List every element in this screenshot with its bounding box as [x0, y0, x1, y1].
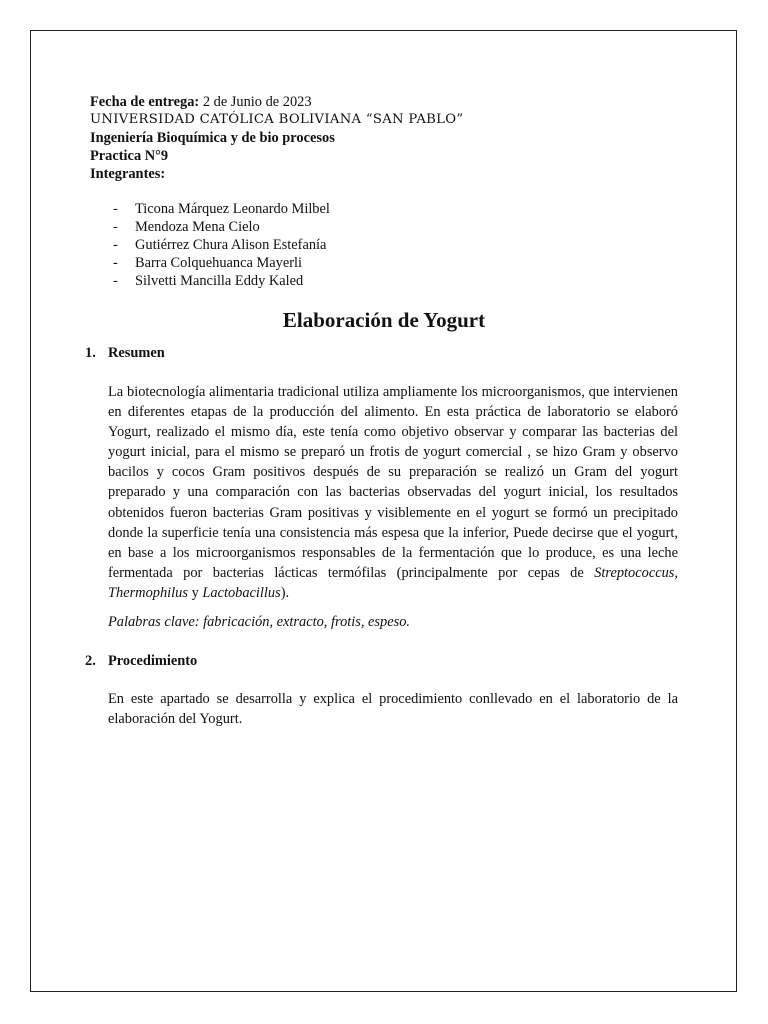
species-name: Lactobacillus	[202, 584, 281, 601]
members-list	[113, 200, 330, 290]
university-name: UNIVERSIDAD CATÓLICA BOLIVIANA “SAN PABLO”	[90, 112, 464, 127]
species-name: Streptococcus, Thermophilus	[108, 564, 678, 601]
procedure-paragraph: En este apartado se desarrolla y explica el procedimiento conllevado en el laboratorio de la elaboración del Yogurt.	[108, 691, 678, 728]
keywords-line: Palabras clave: fabricación, extracto, frotis, espeso.	[108, 614, 411, 630]
delivery-date-label: Fecha de entrega:	[90, 94, 200, 110]
bullet-dash: -	[113, 237, 118, 253]
bullet-dash: -	[113, 255, 118, 271]
abstract-closing: ).	[280, 584, 290, 601]
member-item	[113, 218, 330, 236]
delivery-date-value: 2 de Junio de 2023	[199, 94, 312, 110]
section-title: Procedimiento	[108, 653, 198, 669]
abstract-connector: y	[187, 584, 203, 601]
member-name: Ticona Márquez Leonardo Milbel	[135, 201, 330, 217]
abstract-text: La biotecnología alimentaria tradicional utiliza ampliamente los microorganismos, que intervienen en diferentes etapas de la producción del alimento. En esta práctica de laboratorio se elaboró Yogurt, realizado el mismo día, este tenía como objetivo observar y comparar las bacterias del yogurt inicial, para el mismo se preparó un frotis de yogurt comercial , se hizo Gram y observo bacilos y cocos Gram positivos después de su preparación se realizó un Gram del yogurt preparado y una comparación con las bacterias observadas del yogurt inicial, los resultados obtenidos fueron bacterias Gram positivas y visiblemente en el yogurt se formó un precipitado donde la superficie tenía una consistencia más espesa que la inferior, Puede decirse que el yogurt, en base a los microorganismos responsables de la fermentación que lo produce, es una leche fermentada por bacterias lácticas termófilas (principalmente por cepas de	[108, 384, 678, 581]
section-title: Resumen	[108, 345, 165, 361]
member-name: Mendoza Mena Cielo	[135, 219, 260, 235]
practice-number: Practica N°9	[90, 148, 169, 164]
member-item	[113, 200, 330, 218]
member-name: Barra Colquehuanca Mayerli	[135, 255, 303, 271]
document-header	[90, 93, 690, 183]
section-heading-procedimiento	[85, 652, 197, 670]
abstract-paragraph	[108, 382, 678, 603]
program-name: Ingeniería Bioquímica y de bio procesos	[90, 130, 335, 146]
bullet-dash: -	[113, 219, 118, 235]
bullet-dash: -	[113, 201, 118, 217]
members-label: Integrantes:	[90, 166, 166, 182]
member-item	[113, 236, 330, 254]
section-number: 1.	[85, 345, 96, 361]
delivery-date	[90, 93, 690, 111]
member-item	[113, 254, 330, 272]
section-heading-resumen	[85, 344, 165, 362]
member-name: Gutiérrez Chura Alison Estefanía	[135, 237, 327, 253]
section-number: 2.	[85, 653, 96, 669]
member-item	[113, 272, 330, 290]
member-name: Silvetti Mancilla Eddy Kaled	[135, 273, 304, 289]
document-title: Elaboración de Yogurt	[282, 308, 486, 332]
bullet-dash: -	[113, 273, 118, 289]
